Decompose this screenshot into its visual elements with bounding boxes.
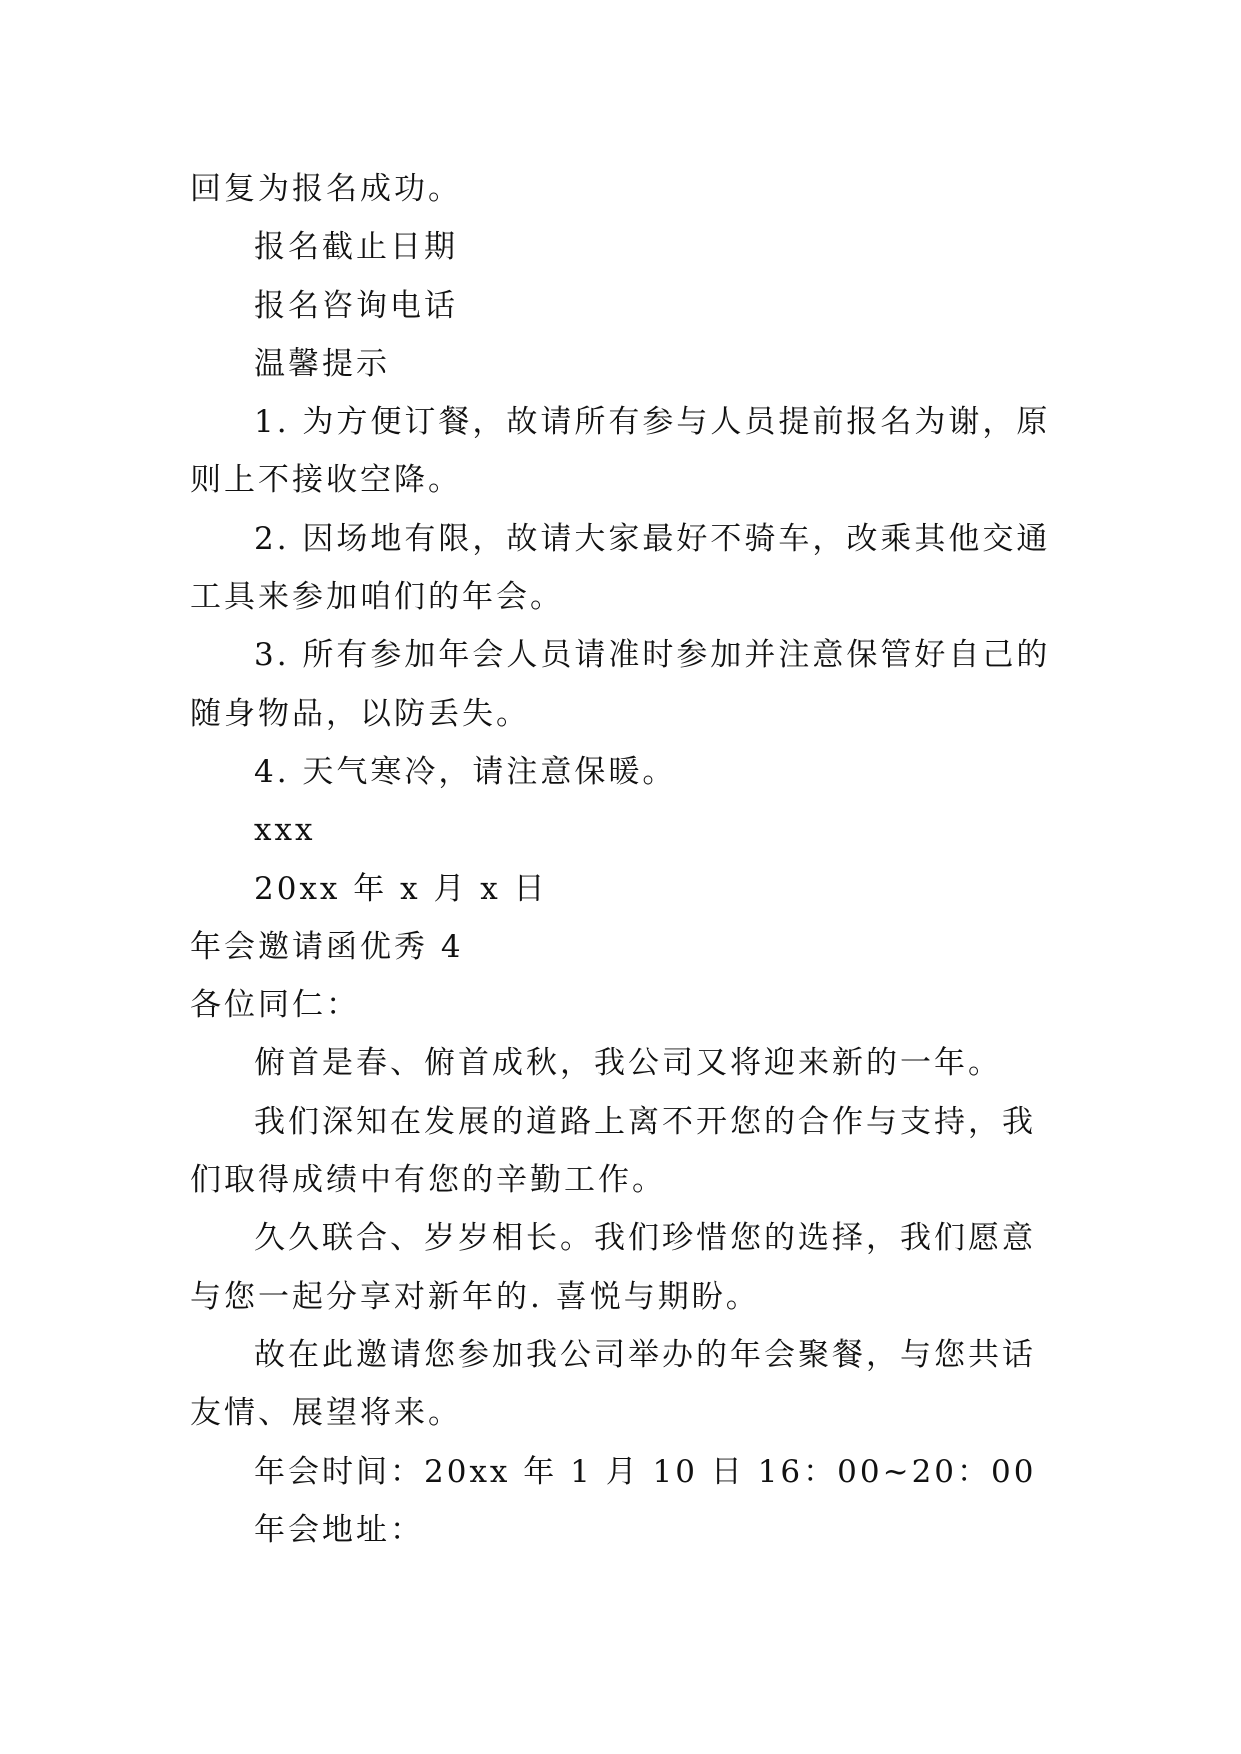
paragraph: 回复为报名成功。 [190,171,462,207]
paragraph: 报名截止日期 [254,229,458,266]
document-body [190,160,1052,1559]
paragraph: 久久联合、岁岁相长。我们珍惜您的选择，我们愿意与您一起分享对新年的. 喜悦与期盼。 [190,1220,1036,1315]
paragraph: 我们深知在发展的道路上离不开您的合作与支持，我们取得成绩中有您的辛勤工作。 [190,1103,1036,1199]
signature-date: 20xx 年 x 月 x 日 [254,870,548,907]
salutation: 各位同仁： [190,987,360,1024]
paragraph: 4. 天气寒冷，请注意保暖。 [254,753,677,790]
event-time: 年会时间：20xx 年 1 月 10 日 16：00~20：00 [254,1453,1037,1490]
paragraph: 3. 所有参加年会人员请准时参加并注意保管好自己的随身物品，以防丢失。 [190,637,1051,732]
section-title: 年会邀请函优秀 4 [190,928,464,965]
event-address: 年会地址： [254,1511,424,1548]
paragraph: 2. 因场地有限，故请大家最好不骑车，改乘其他交通工具来参加咱们的年会。 [190,520,1051,616]
signature-name: xxx [254,812,316,849]
paragraph: 故在此邀请您参加我公司举办的年会聚餐，与您共话友情、展望将来。 [190,1336,1036,1432]
paragraph: 俯首是春、俯首成秋，我公司又将迎来新的一年。 [254,1045,1002,1082]
paragraph: 1. 为方便订餐，故请所有参与人员提前报名为谢，原则上不接收空降。 [190,404,1051,499]
paragraph: 报名咨询电话 [254,287,458,324]
paragraph: 温馨提示 [254,345,390,382]
